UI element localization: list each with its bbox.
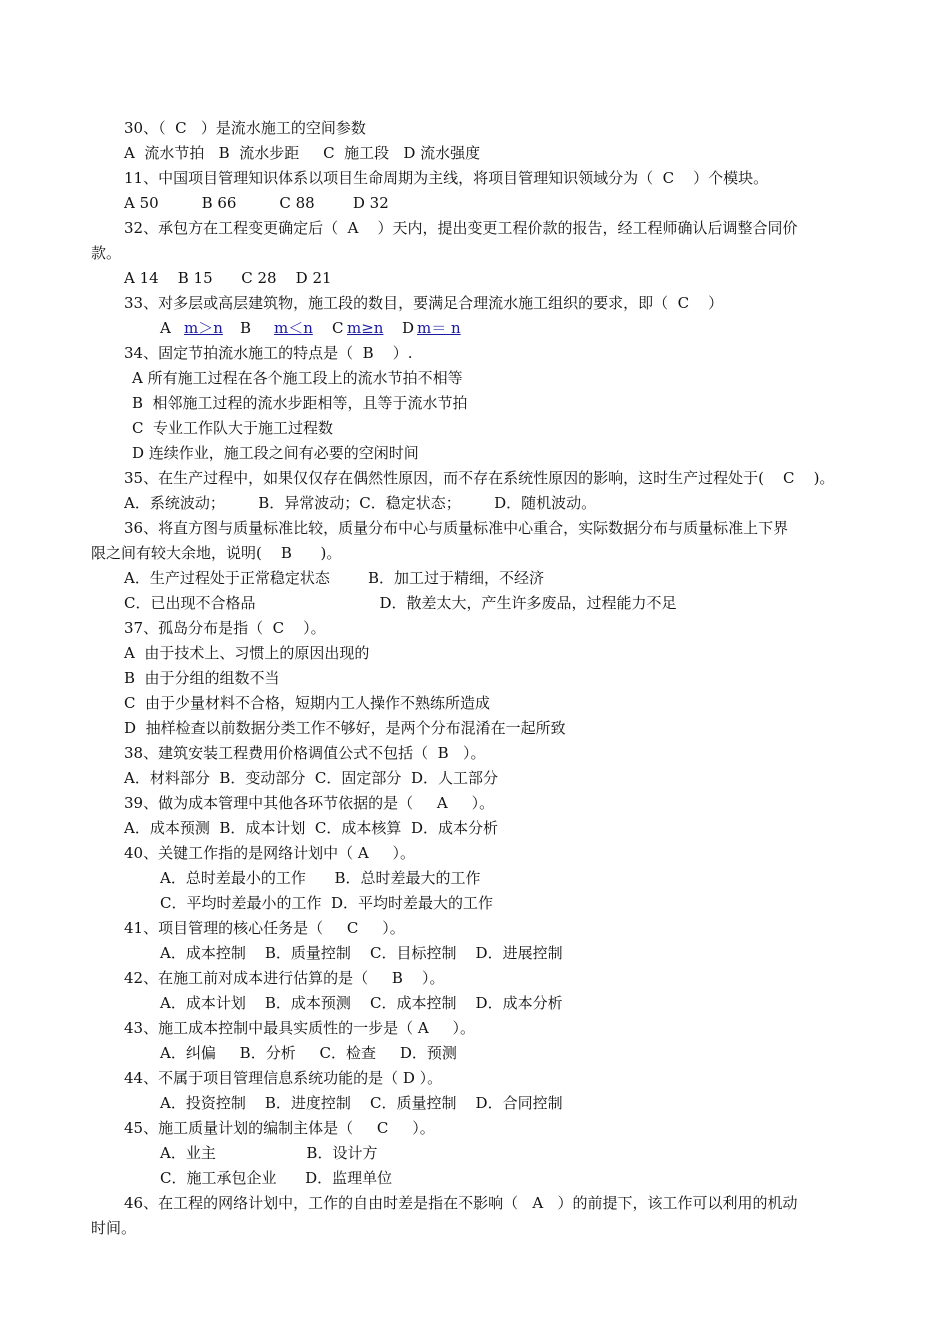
question-34-option-d: D 连续作业，施工段之间有必要的空闲时间	[132, 444, 419, 462]
question-40: 40、关键工作指的是网络计划中（ A ）。	[124, 844, 416, 862]
question-34: 34、固定节拍流水施工的特点是（ B ）.	[124, 344, 413, 362]
q33-option-d-expr: m＝ n	[417, 319, 461, 337]
q33-option-b-expr: m＜n	[274, 319, 313, 337]
q33-option-b-label: B	[240, 319, 252, 337]
question-43: 43、施工成本控制中最具实质性的一步是（ A ）。	[124, 1019, 476, 1037]
question-40-options-ab: A．总时差最小的工作 B．总时差最大的工作	[160, 869, 481, 887]
question-36: 36、将直方图与质量标准比较，质量分布中心与质量标准中心重合，实际数据分布与质量标准上下界	[124, 519, 789, 537]
question-36-continuation: 限之间有较大余地，说明( B )。	[91, 544, 342, 562]
question-42: 42、在施工前对成本进行估算的是（ B ）。	[124, 969, 445, 987]
question-36-options-ab: A．生产过程处于正常稳定状态 B．加工过于精细，不经济	[124, 569, 545, 587]
question-38-options: A．材料部分 B．变动部分 C．固定部分 D．人工部分	[124, 769, 498, 787]
question-44: 44、不属于项目管理信息系统功能的是（ D ）。	[124, 1069, 443, 1087]
question-46-continuation: 时间。	[91, 1219, 137, 1237]
question-36-options-cd: C．已出现不合格品 D．散差太大，产生许多废品，过程能力不足	[124, 594, 677, 612]
q33-option-c-expr: m≥n	[347, 319, 384, 337]
question-35-options: A．系统波动； B．异常波动；C．稳定状态； D．随机波动。	[124, 494, 597, 512]
question-30: 30、（ C ）是流水施工的空间参数	[124, 119, 366, 137]
question-30-options: A 流水节拍 B 流水步距 C 施工段 D 流水强度	[124, 144, 481, 162]
question-34-option-a: A 所有施工过程在各个施工段上的流水节拍不相等	[132, 369, 463, 387]
q33-option-d-label: D	[402, 319, 415, 337]
question-41: 41、项目管理的核心任务是（ C ）。	[124, 919, 405, 937]
question-32-options: A 14 B 15 C 28 D 21	[124, 269, 332, 287]
question-45-options-ab: A．业主 B．设计方	[160, 1144, 378, 1162]
question-41-options: A．成本控制 B．质量控制 C．目标控制 D．进展控制	[160, 944, 563, 962]
question-44-options: A．投资控制 B．进度控制 C．质量控制 D．合同控制	[160, 1094, 563, 1112]
question-11: 11、中国项目管理知识体系以项目生命周期为主线，将项目管理知识领域分为（ C ）个模块。	[124, 169, 769, 187]
question-32: 32、承包方在工程变更确定后（ A ）天内，提出变更工程价款的报告，经工程师确认后调整合同价	[124, 219, 798, 237]
q33-option-a-label: A	[160, 319, 171, 337]
question-11-options: A 50 B 66 C 88 D 32	[124, 194, 389, 212]
question-42-options: A．成本计划 B．成本预测 C．成本控制 D．成本分析	[160, 994, 563, 1012]
question-46: 46、在工程的网络计划中，工作的自由时差是指在不影响（ A ）的前提下，该工作可以利用的机动	[124, 1194, 798, 1212]
question-40-options-cd: C．平均时差最小的工作 D．平均时差最大的工作	[160, 894, 494, 912]
question-43-options: A．纠偏 B．分析 C．检查 D．预测	[160, 1044, 457, 1062]
question-38: 38、建筑安装工程费用价格调值公式不包括（ B ）。	[124, 744, 486, 762]
question-39-options: A．成本预测 B．成本计划 C．成本核算 D．成本分析	[124, 819, 498, 837]
question-37: 37、孤岛分布是指（ C ）。	[124, 619, 326, 637]
question-34-option-c: C 专业工作队大于施工过程数	[132, 419, 334, 437]
question-37-option-c: C 由于少量材料不合格，短期内工人操作不熟练所造成	[124, 694, 491, 712]
question-37-option-d: D 抽样检查以前数据分类工作不够好，是两个分布混淆在一起所致	[124, 719, 566, 737]
question-33: 33、对多层或高层建筑物，施工段的数目，要满足合理流水施工组织的要求，即（ C ）	[124, 294, 724, 312]
question-32-continuation: 款。	[91, 244, 122, 262]
question-37-option-a: A 由于技术上、习惯上的原因出现的	[124, 644, 370, 662]
question-37-option-b: B 由于分组的组数不当	[124, 669, 280, 687]
question-35: 35、在生产过程中，如果仅仅存在偶然性原因，而不存在系统性原因的影响，这时生产过程处于( C )。	[124, 469, 835, 487]
q33-option-a-expr: m＞n	[184, 319, 223, 337]
question-34-option-b: B 相邻施工过程的流水步距相等，且等于流水节拍	[132, 394, 468, 412]
question-45-options-cd: C．施工承包企业 D．监理单位	[160, 1169, 393, 1187]
question-39: 39、做为成本管理中其他各环节依据的是（ A ）。	[124, 794, 495, 812]
q33-option-c-label: C	[332, 319, 344, 337]
question-45: 45、施工质量计划的编制主体是（ C ）。	[124, 1119, 435, 1137]
